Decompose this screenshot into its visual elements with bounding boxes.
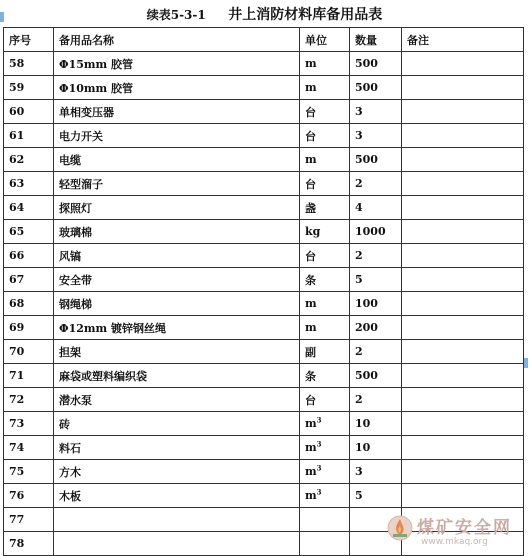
unit-text: 台 <box>305 129 316 143</box>
cell-note <box>402 100 524 124</box>
cell-unit <box>300 436 350 460</box>
cell-seq: 69 <box>4 316 54 340</box>
cell-seq: 74 <box>4 436 54 460</box>
cell-unit <box>300 484 350 508</box>
cell-qty: 500 <box>350 364 402 388</box>
header-seq: 序号 <box>4 28 54 52</box>
cell-seq: 60 <box>4 100 54 124</box>
cell-name: 麻袋或塑料编织袋 <box>54 364 300 388</box>
unit-text: kg <box>305 225 321 238</box>
cell-note <box>402 220 524 244</box>
cell-seq: 63 <box>4 172 54 196</box>
cell-qty: 5 <box>350 268 402 292</box>
cell-unit <box>300 460 350 484</box>
cell-qty: 3 <box>350 460 402 484</box>
cell-seq: 64 <box>4 196 54 220</box>
cell-name <box>54 532 300 556</box>
table-row <box>4 196 524 220</box>
page-edge-marker <box>524 358 528 368</box>
table-title <box>0 4 529 26</box>
cell-unit <box>300 148 350 172</box>
unit-text: m <box>305 489 317 502</box>
cell-qty: 3 <box>350 100 402 124</box>
cell-seq: 65 <box>4 220 54 244</box>
unit-text: m <box>305 417 317 430</box>
cell-unit <box>300 124 350 148</box>
cell-seq: 67 <box>4 268 54 292</box>
cell-unit <box>300 316 350 340</box>
cell-name: Φ12mm 镀锌钢丝绳 <box>54 316 300 340</box>
flame-logo-icon <box>387 515 413 541</box>
cell-note <box>402 316 524 340</box>
cell-qty: 2 <box>350 172 402 196</box>
cell-unit <box>300 196 350 220</box>
cell-seq: 58 <box>4 52 54 76</box>
unit-text: m <box>305 321 317 334</box>
unit-text: 条 <box>305 273 316 287</box>
cell-name: 探照灯 <box>54 196 300 220</box>
cell-qty: 200 <box>350 316 402 340</box>
cell-name: 电力开关 <box>54 124 300 148</box>
page-edge-marker <box>0 12 4 22</box>
cell-unit <box>300 340 350 364</box>
table-header-row <box>4 28 524 52</box>
cell-unit <box>300 220 350 244</box>
cell-qty: 500 <box>350 148 402 172</box>
cell-note <box>402 244 524 268</box>
cell-name: 砖 <box>54 412 300 436</box>
cell-qty: 1000 <box>350 220 402 244</box>
header-name: 备用品名称 <box>54 28 300 52</box>
unit-superscript: 3 <box>316 439 322 449</box>
cell-name <box>54 508 300 532</box>
cell-qty: 3 <box>350 124 402 148</box>
cell-note <box>402 412 524 436</box>
unit-text: 条 <box>305 369 316 383</box>
cell-qty: 4 <box>350 196 402 220</box>
cell-unit <box>300 292 350 316</box>
unit-text: m <box>305 57 317 70</box>
unit-text: m <box>305 441 317 454</box>
cell-unit <box>300 412 350 436</box>
cell-name: 安全带 <box>54 268 300 292</box>
table-row <box>4 220 524 244</box>
unit-text: m <box>305 153 317 166</box>
table-row <box>4 268 524 292</box>
unit-superscript: 3 <box>316 487 322 497</box>
cell-note <box>402 148 524 172</box>
unit-text: 副 <box>305 345 316 359</box>
cell-name: 玻璃棉 <box>54 220 300 244</box>
table-row <box>4 124 524 148</box>
cell-note <box>402 196 524 220</box>
cell-seq: 61 <box>4 124 54 148</box>
table-row <box>4 436 524 460</box>
cell-unit <box>300 100 350 124</box>
cell-seq: 70 <box>4 340 54 364</box>
unit-text: 台 <box>305 177 316 191</box>
cell-note <box>402 292 524 316</box>
unit-superscript: 3 <box>316 415 322 425</box>
cell-qty: 5 <box>350 484 402 508</box>
unit-text: 盏 <box>305 201 316 215</box>
unit-text: m <box>305 465 317 478</box>
cell-qty: 100 <box>350 292 402 316</box>
header-qty: 数量 <box>350 28 402 52</box>
unit-text: 台 <box>305 249 316 263</box>
cell-name: 木板 <box>54 484 300 508</box>
cell-seq: 72 <box>4 388 54 412</box>
unit-text: 台 <box>305 393 316 407</box>
cell-name: 风镐 <box>54 244 300 268</box>
unit-superscript: 3 <box>316 463 322 473</box>
cell-qty: 500 <box>350 76 402 100</box>
table-row <box>4 292 524 316</box>
table-row <box>4 148 524 172</box>
cell-qty: 2 <box>350 244 402 268</box>
inventory-table <box>3 27 524 556</box>
cell-note <box>402 460 524 484</box>
table-row <box>4 100 524 124</box>
cell-seq: 75 <box>4 460 54 484</box>
site-watermark <box>385 513 525 553</box>
cell-seq: 59 <box>4 76 54 100</box>
cell-qty: 500 <box>350 52 402 76</box>
cell-unit <box>300 508 350 532</box>
table-body <box>4 52 524 556</box>
unit-text: m <box>305 297 317 310</box>
table-row <box>4 172 524 196</box>
cell-name: 钢绳梯 <box>54 292 300 316</box>
table-row <box>4 412 524 436</box>
cell-note <box>402 388 524 412</box>
table-row <box>4 244 524 268</box>
cell-note <box>402 340 524 364</box>
cell-seq: 71 <box>4 364 54 388</box>
cell-name: 料石 <box>54 436 300 460</box>
cell-name: Φ15mm 胶管 <box>54 52 300 76</box>
cell-name: 电缆 <box>54 148 300 172</box>
cell-note <box>402 172 524 196</box>
cell-note <box>402 364 524 388</box>
cell-unit <box>300 76 350 100</box>
cell-unit <box>300 532 350 556</box>
cell-note <box>402 436 524 460</box>
table-row <box>4 484 524 508</box>
table-row <box>4 76 524 100</box>
table-row <box>4 388 524 412</box>
table-row <box>4 316 524 340</box>
cell-unit <box>300 364 350 388</box>
cell-qty: 2 <box>350 388 402 412</box>
cell-note <box>402 76 524 100</box>
unit-text: 台 <box>305 105 316 119</box>
cell-unit <box>300 244 350 268</box>
cell-name: 单相变压器 <box>54 100 300 124</box>
cell-note <box>402 124 524 148</box>
cell-note <box>402 484 524 508</box>
cell-seq: 73 <box>4 412 54 436</box>
cell-seq: 62 <box>4 148 54 172</box>
header-unit: 单位 <box>300 28 350 52</box>
cell-unit <box>300 52 350 76</box>
watermark-url: www.mkaq.org <box>421 537 488 547</box>
cell-qty: 2 <box>350 340 402 364</box>
header-note: 备注 <box>402 28 524 52</box>
cell-unit <box>300 388 350 412</box>
cell-qty: 10 <box>350 412 402 436</box>
table-row <box>4 364 524 388</box>
cell-note <box>402 268 524 292</box>
cell-name: 担架 <box>54 340 300 364</box>
cell-seq: 76 <box>4 484 54 508</box>
table-row <box>4 340 524 364</box>
cell-unit <box>300 268 350 292</box>
cell-seq: 78 <box>4 532 54 556</box>
cell-seq: 77 <box>4 508 54 532</box>
table-row <box>4 460 524 484</box>
cell-unit <box>300 172 350 196</box>
table-row <box>4 52 524 76</box>
cell-name: 方木 <box>54 460 300 484</box>
watermark-text: 煤矿安全网 <box>417 518 512 538</box>
cell-qty: 10 <box>350 436 402 460</box>
table-caption: 井上消防材料库备用品表 <box>228 7 383 23</box>
cell-name: 潜水泵 <box>54 388 300 412</box>
cell-seq: 68 <box>4 292 54 316</box>
cell-name: Φ10mm 胶管 <box>54 76 300 100</box>
unit-text: m <box>305 81 317 94</box>
cell-name: 轻型溜子 <box>54 172 300 196</box>
cell-seq: 66 <box>4 244 54 268</box>
cell-note <box>402 52 524 76</box>
table-number: 续表5-3-1 <box>146 8 206 22</box>
